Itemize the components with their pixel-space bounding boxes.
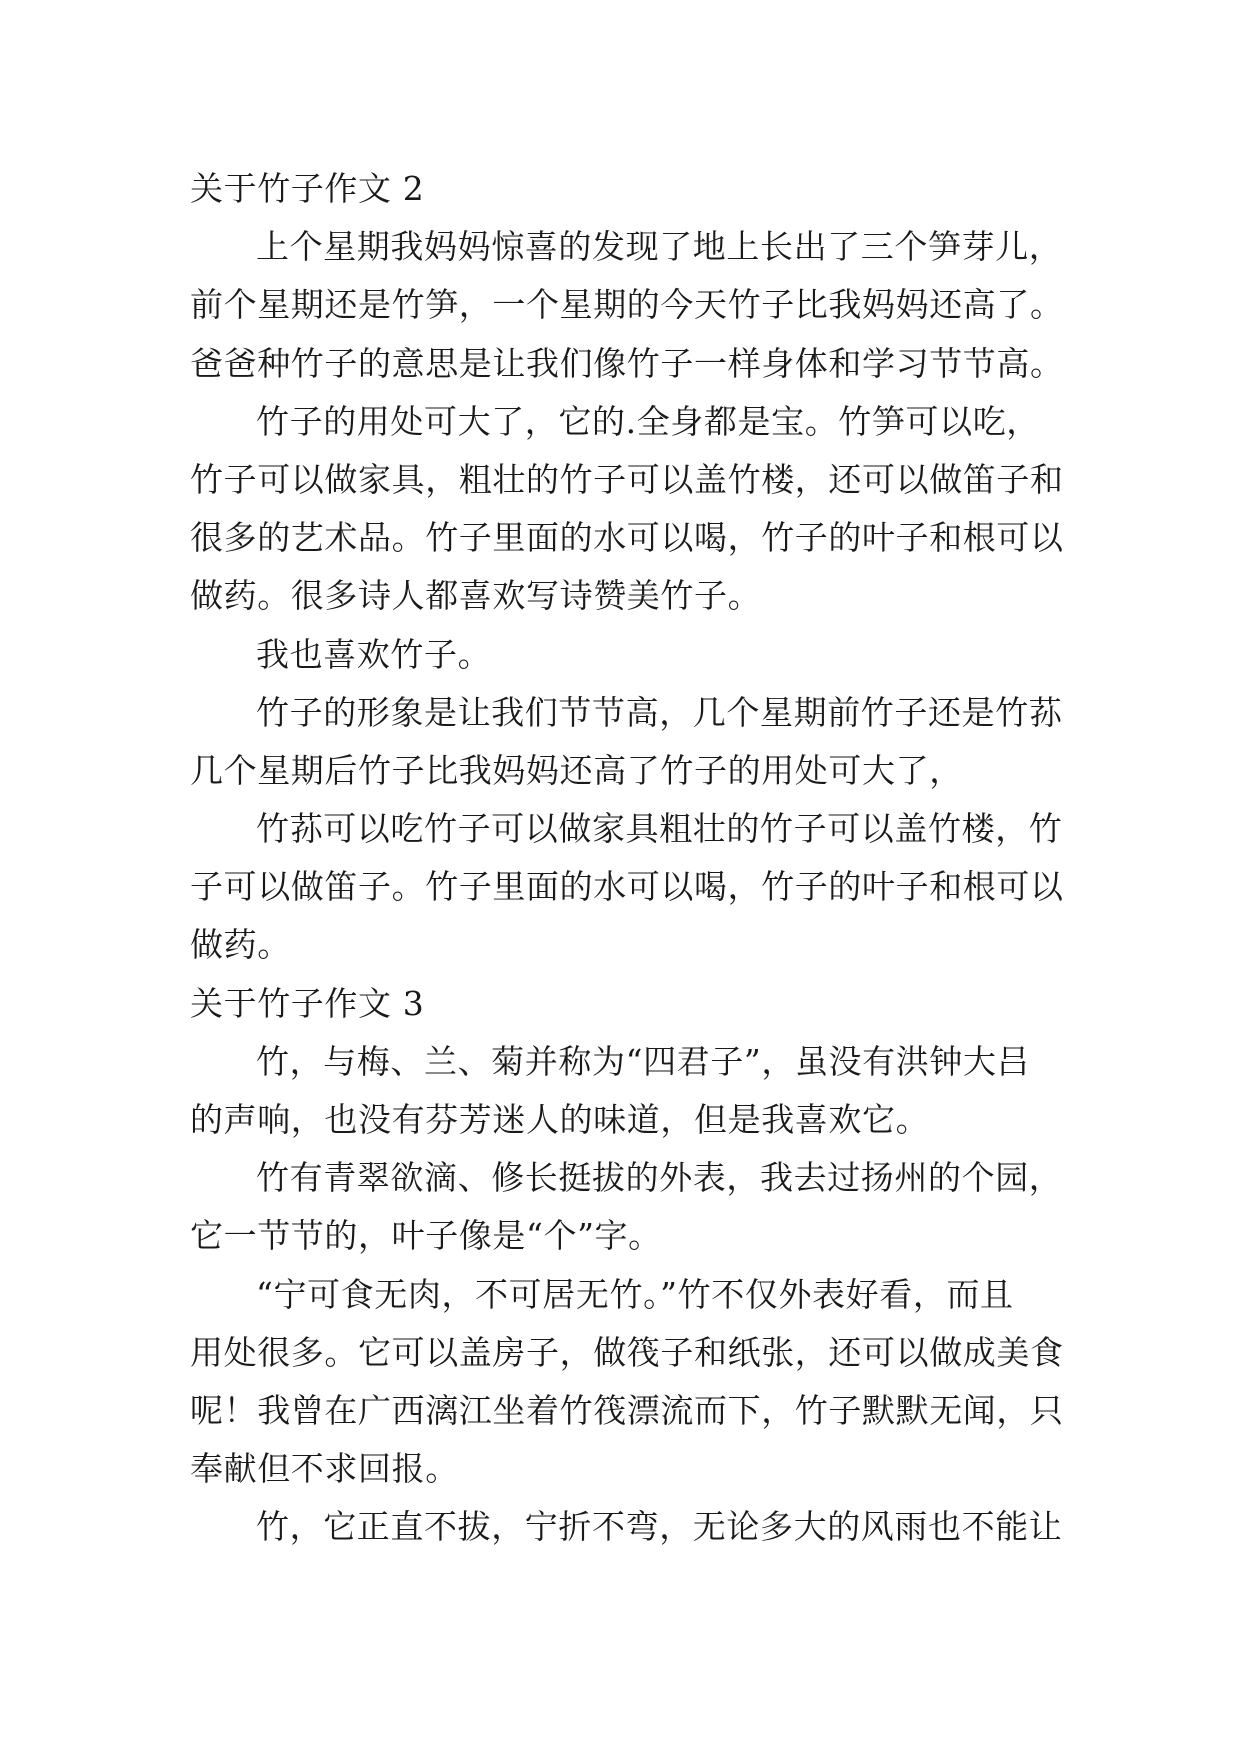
text-line: 几个星期后竹子比我妈妈还高了竹子的用处可大了， — [190, 750, 963, 790]
text-line: 子可以做笛子。竹子里面的水可以喝，竹子的叶子和根可以 — [190, 867, 1064, 907]
text-line: 竹子的用处可大了，它的.全身都是宝。竹笋可以吃， — [256, 401, 1040, 441]
text-line: 奉献但不求回报。 — [190, 1449, 459, 1489]
text-line: 竹子的形象是让我们节节高，几个星期前竹子还是竹荪 — [256, 692, 1063, 732]
text-line: 的声响，也没有芬芳迷人的味道，但是我喜欢它。 — [190, 1100, 930, 1139]
text-line: 呢！我曾在广西漓江坐着竹筏漂流而下，竹子默默无闻，只 — [190, 1390, 1064, 1430]
text-line: 它一节节的，叶子像是“个”字。 — [190, 1216, 662, 1256]
text-line: 竹，与梅、兰、菊并称为“四君子”，虽没有洪钟大吕 — [256, 1041, 1031, 1081]
text-line: 很多的艺术品。竹子里面的水可以喝，竹子的叶子和根可以 — [190, 518, 1064, 558]
text-line: 竹，它正直不拔，宁折不弯，无论多大的风雨也不能让 — [256, 1507, 1063, 1547]
text-line: “宁可食无肉，不可居无竹。”竹不仅外表好看，而且 — [256, 1274, 1014, 1314]
text-line: 上个星期我妈妈惊喜的发现了地上长出了三个笋芽儿， — [256, 227, 1063, 267]
text-line: 用处很多。它可以盖房子，做筏子和纸张，还可以做成美食 — [190, 1332, 1064, 1372]
text-line: 我也喜欢竹子。 — [256, 634, 492, 674]
text-line: 竹子可以做家具，粗壮的竹子可以盖竹楼，还可以做笛子和 — [190, 459, 1064, 499]
essay-2-title: 关于竹子作文 2 — [190, 169, 425, 208]
text-line: 做药。很多诗人都喜欢写诗赞美竹子。 — [190, 576, 762, 616]
essay-3-title: 关于竹子作文 3 — [190, 983, 425, 1023]
text-line: 爸爸种竹子的意思是让我们像竹子一样身体和学习节节高。 — [190, 343, 1064, 383]
text-line: 竹荪可以吃竹子可以做家具粗壮的竹子可以盖竹楼，竹 — [256, 809, 1063, 849]
text-line: 竹有青翠欲滴、修长挺拔的外表，我去过扬州的个园， — [256, 1158, 1063, 1198]
text-line: 做药。 — [190, 925, 291, 965]
document-body — [190, 160, 1070, 1557]
text-line: 前个星期还是竹笋，一个星期的今天竹子比我妈妈还高了。 — [190, 285, 1064, 325]
